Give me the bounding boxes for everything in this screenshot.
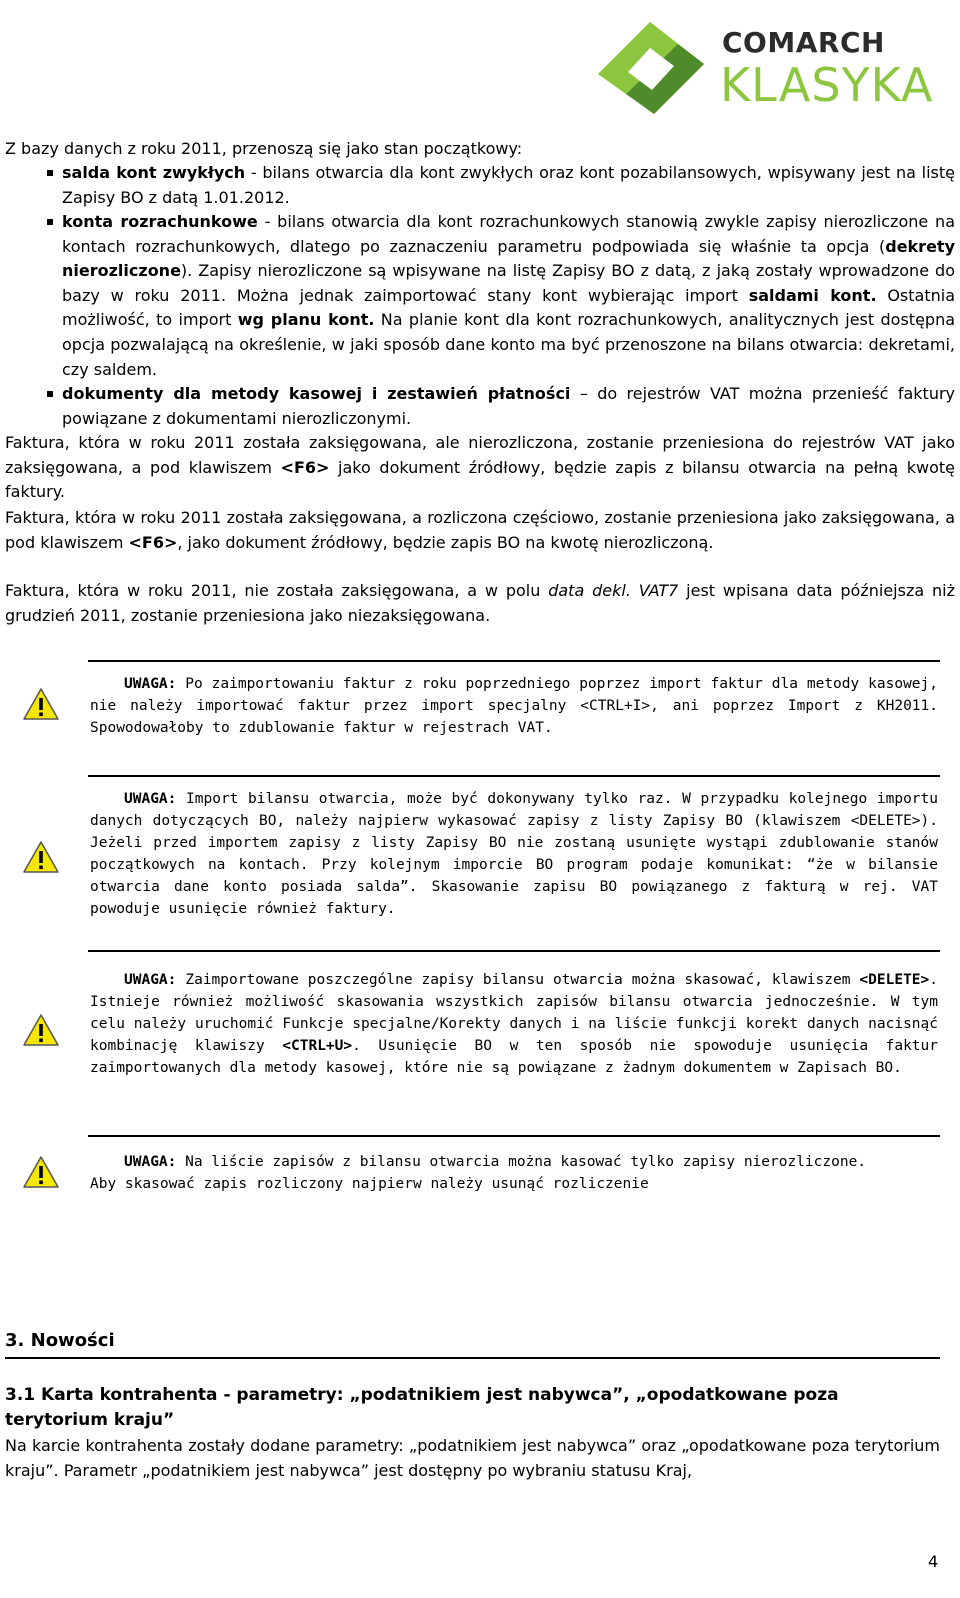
bullet-title: konta rozrachunkowe <box>62 212 258 231</box>
comarch-logo-mark-icon <box>592 18 712 118</box>
warning-body: . Istnieje również możliwość skasowania wszystkich zapisów bilansu otwarcia jednocześnie. W tym celu należy uruchomić Funkcje specjalne/Korekty danych i na liście funkcji korekt danych nacisnąć kombinację klawiszy <box>90 972 938 1054</box>
warning-text <box>90 788 938 920</box>
key-label: <DELETE> <box>859 972 930 988</box>
section-heading: 3. Nowości <box>5 1330 115 1351</box>
warning-divider <box>88 660 940 662</box>
warning-body: Po zaimportowaniu faktur z roku poprzedniego poprzez import faktur dla metody kasowej, nie należy importować faktur przez import specjalny <CTRL+I>, ani poprzez Import z KH2011. Spowodowałoby to zdublowanie faktur w rejestrach VAT. <box>90 676 938 736</box>
paragraph-text: jest wpisana data późniejsza niż grudzień 2011, zostanie przeniesiona jako niezaksięgowana. <box>5 581 955 625</box>
bullet-square-icon <box>47 170 53 176</box>
bullet-text: ). Zapisy nierozliczone są wpisywane na listę Zapisy BO z datą, z jaką zostały wprowadzone do bazy w roku 2011. Można jednak zaimportować stany kont wybierając import <box>62 261 955 305</box>
subsection-heading: 3.1 Karta kontrahenta - parametry: „podatnikiem jest nabywca”, „opodatkowane poza terytorium kraju” <box>5 1385 839 1430</box>
warning-text <box>90 1151 938 1195</box>
bullet-text: Na planie kont dla kont rozrachunkowych, analitycznych jest dostępna opcja pozwalającą na określenie, w jaki sposób dane konto ma być przenoszone na bilans otwarcia: dekretami, czy saldem. <box>62 310 956 379</box>
key-label: <F6> <box>128 532 178 552</box>
paragraph-text: Faktura, która w roku 2011, nie została zaksięgowana, a w polu <box>5 581 549 600</box>
warning-divider <box>88 1135 940 1137</box>
warning-body: Zaimportowane poszczególne zapisy bilansu otwarcia można skasować, klawiszem <box>176 972 860 988</box>
warning-text <box>90 969 938 1079</box>
warning-label: UWAGA: <box>124 1154 177 1170</box>
warning-body: Na liście zapisów z bilansu otwarcia można kasować tylko zapisy nierozliczone. <box>176 1154 867 1170</box>
warning-icon <box>22 840 60 874</box>
warning-divider <box>88 775 940 777</box>
warning-icon <box>22 1013 60 1047</box>
bullet-text: - bilans otwarcia dla kont rozrachunkowych stanowią zwykle zapisy nierozliczone na kontach rozrachunkowych, dlatego po zaznaczeniu parametru podpowiada się właśnie ta opcja ( <box>62 212 955 256</box>
bullet-bold-text: dekrety nierozliczone <box>62 236 955 281</box>
section-divider <box>5 1357 940 1359</box>
subsection-text: Na karcie kontrahenta zostały dodane parametry: „podatnikiem jest nabywca” oraz „opodatkowane poza terytorium kraju”. Parametr „podatnikiem jest nabywca” jest dostępny po wybraniu statusu Kraj, <box>5 1436 940 1480</box>
key-label: <F6> <box>280 457 330 477</box>
bullet-square-icon <box>47 391 53 397</box>
bullet-text: Ostatnia możliwość, to import <box>62 285 956 330</box>
page-number: 4 <box>928 1552 939 1571</box>
warning-label: UWAGA: <box>124 791 177 807</box>
paragraph-text: Faktura, która w roku 2011 została zaksięgowana, a rozliczona częściowo, zostanie przeniesiona jako zaksięgowana, a pod klawiszem <box>5 508 955 552</box>
logo-brand-text: COMARCH <box>722 26 885 59</box>
warning-body: . Usunięcie BO w ten sposób nie spowoduje usunięcia faktur zaimportowanych dla metody kasowej, które nie są powiązane z żadnym dokumentem w Zapisach BO. <box>90 1038 938 1076</box>
bullet-title: dokumenty dla metody kasowej i zestawień płatności <box>62 384 571 403</box>
bullet-text: – do rejestrów VAT można przenieść faktury powiązane z dokumentami nierozliczonymi. <box>62 384 956 428</box>
warning-label: UWAGA: <box>124 676 177 692</box>
logo-product-text: KLASYKA <box>720 58 934 112</box>
bullet-title: salda kont zwykłych <box>62 163 246 182</box>
bullet-text: - bilans otwarcia dla kont zwykłych oraz kont pozabilansowych, wpisywany jest na listę Zapisy BO z datą 1.01.2012. <box>62 163 956 207</box>
bullet-salda-kont <box>62 161 955 210</box>
bullet-dokumenty <box>62 382 955 431</box>
intro-text: Z bazy danych z roku 2011, przenoszą się jako stan początkowy: <box>5 139 523 158</box>
paragraph-text: Faktura, która w roku 2011 została zaksięgowana, ale nierozliczona, zostanie przeniesiona do rejestrów VAT jako zaksięgowana, a pod klawiszem <box>5 433 955 477</box>
paragraph-text: , jako dokument źródłowy, będzie zapis BO na kwotę nierozliczoną. <box>177 532 714 552</box>
warning-icon <box>22 1155 60 1189</box>
bullet-bold-text: wg planu kont. <box>237 310 375 330</box>
warning-body: Aby skasować zapis rozliczony najpierw należy usunąć rozliczenie <box>90 1176 649 1192</box>
warning-divider <box>88 950 940 952</box>
bullet-square-icon <box>47 219 53 225</box>
warning-text <box>90 673 938 739</box>
paragraph-faktura-nierozliczona <box>5 431 955 505</box>
bullet-bold-text: saldami kont. <box>748 285 877 305</box>
warning-label: UWAGA: <box>124 972 177 988</box>
paragraph-faktura-niezaksiegowana <box>5 579 955 628</box>
warning-body: Import bilansu otwarcia, może być dokonywany tylko raz. W przypadku kolejnego importu danych dotyczących BO, należy najpierw wykasować zapisy z listy Zapisy BO (klawiszem <DELETE>). Jeżeli przed importem zapisy z listy Zapisy BO nie zostaną usunięte wystąpi zdublowanie stanów początkowych na kontach. Przy kolejnym imporcie BO program podaje komunikat: “że w bilansie otwarcia dane konto posiada salda”. Skasowanie zapisu BO powiązanego z fakturą w rej. VAT powoduje usunięcie również faktury. <box>90 791 938 917</box>
comarch-klasyka-logo <box>592 18 934 118</box>
key-label: <CTRL+U> <box>282 1038 353 1054</box>
italic-field-name: data dekl. VAT7 <box>548 581 679 600</box>
paragraph-faktura-czesciowo <box>5 506 955 555</box>
warning-icon <box>22 687 60 721</box>
bullet-konta-rozrachunkowe <box>62 210 955 382</box>
paragraph-text: jako dokument źródłowy, będzie zapis z bilansu otwarcia na pełną kwotę faktury. <box>5 457 956 502</box>
